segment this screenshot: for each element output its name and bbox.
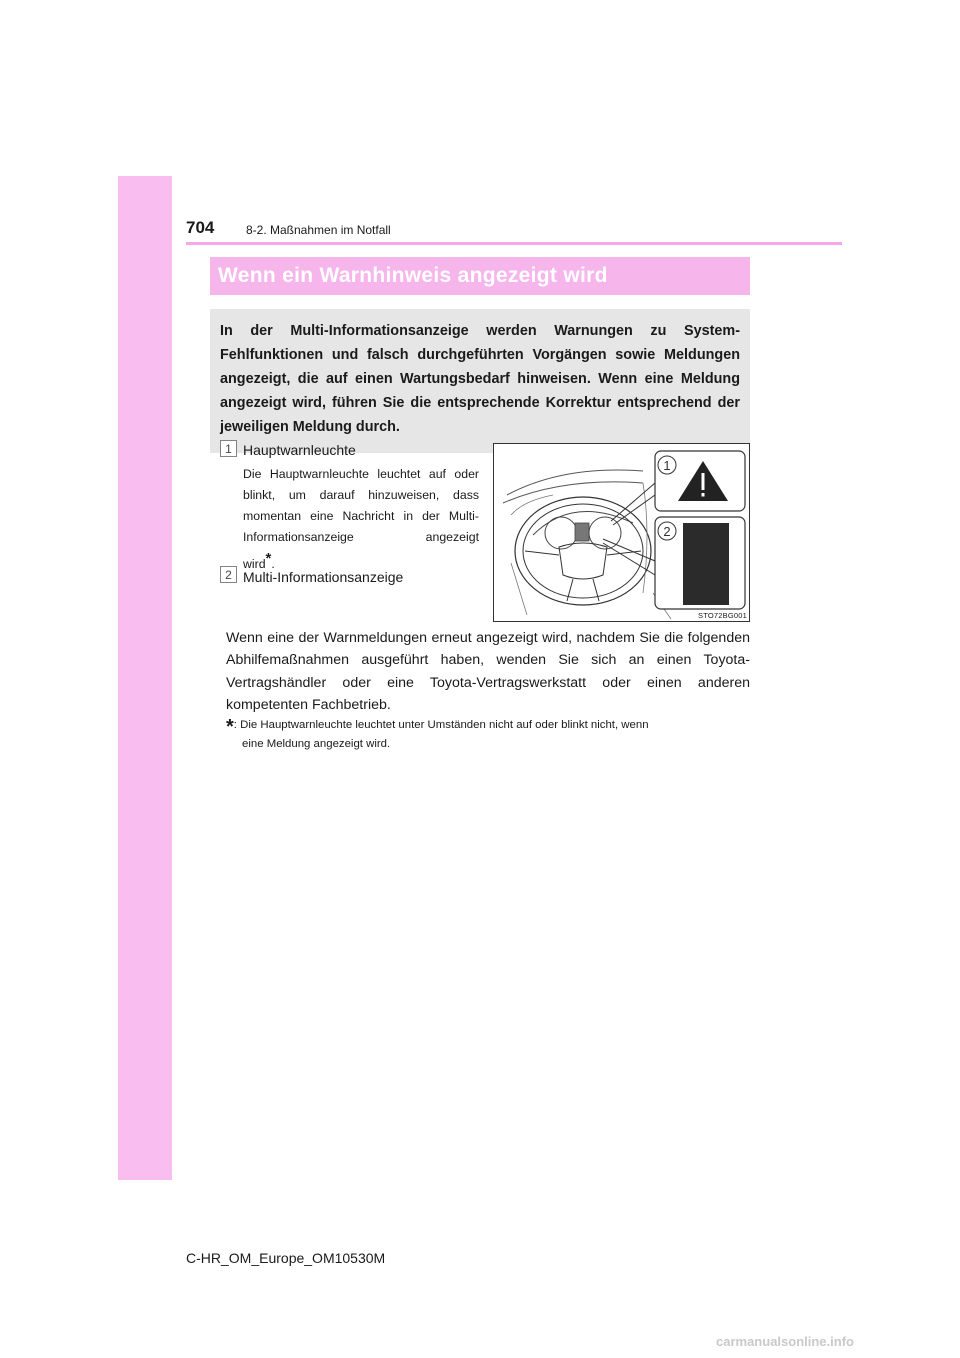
page-number: 704 [186,218,215,237]
multi-information-display-screen [683,523,729,605]
item-description-hauptwarnleuchte [243,464,479,575]
intro-box [210,309,750,453]
intro-text: In der Multi-Informationsanzeige werden Warnungen zu System-Fehlfunktionen und falsch durchgeführten Vorgängen sowie Meldungen angezeigt, die auf einen Wartungsbedarf hinweisen. Wenn eine Meldung angezeigt wird, führen Sie die entsprechende Korrektur entsprechend der jeweiligen Meldung durch. [220,323,740,435]
item-title-hauptwarnleuchte: Hauptwarnleuchte [243,442,356,458]
item-number-1: 1 [225,442,232,456]
item-number-2: 2 [225,568,232,582]
item-description-main: Die Hauptwarnleuchte leuchtet auf oder blinkt, um darauf hinzuweisen, dass momentan eine Nachricht in der Multi-Informationsanzeige angezeigt [243,467,479,544]
callout-2-label: 2 [663,524,671,539]
callout-1-label: 1 [663,458,671,473]
footnote-mark: * [226,716,234,738]
footnote [226,717,750,753]
footnote-text-line2: eine Meldung angezeigt wird. [242,738,391,750]
header-divider [186,242,842,245]
dashboard-illustration [493,443,750,622]
watermark: carmanualsonline.info [716,1334,854,1349]
item-title-multi-informationsanzeige: Multi-Informationsanzeige [243,569,404,585]
footer-document-code: C-HR_OM_Europe_OM10530M [186,1250,386,1266]
side-color-band [118,176,172,1180]
figure-code: STO72BG001 [698,611,747,620]
item-number-2-icon [220,566,237,583]
body-paragraph: Wenn eine der Warnmeldungen erneut angezeigt wird, nachdem Sie die folgenden Abhilfemaßnahmen ausgeführt haben, wenden Sie sich an einen Toyota-Vertragshändler oder eine Toyota-Vertragswerkstatt oder einen anderen kompetenten Fachbetrieb. [226,630,750,713]
footnote-text-line1: : Die Hauptwarnleuchte leuchtet unter Umständen nicht auf oder blinkt nicht, wenn [233,719,649,731]
item-description-tail: . [271,557,275,572]
footnote-reference-mark: * [265,550,272,567]
section-title: Wenn ein Warnhinweis angezeigt wird [210,257,750,295]
item-description-end: wird [243,557,266,572]
item-number-1-icon [220,440,237,457]
section-label: 8-2. Maßnahmen im Notfall [246,223,391,237]
